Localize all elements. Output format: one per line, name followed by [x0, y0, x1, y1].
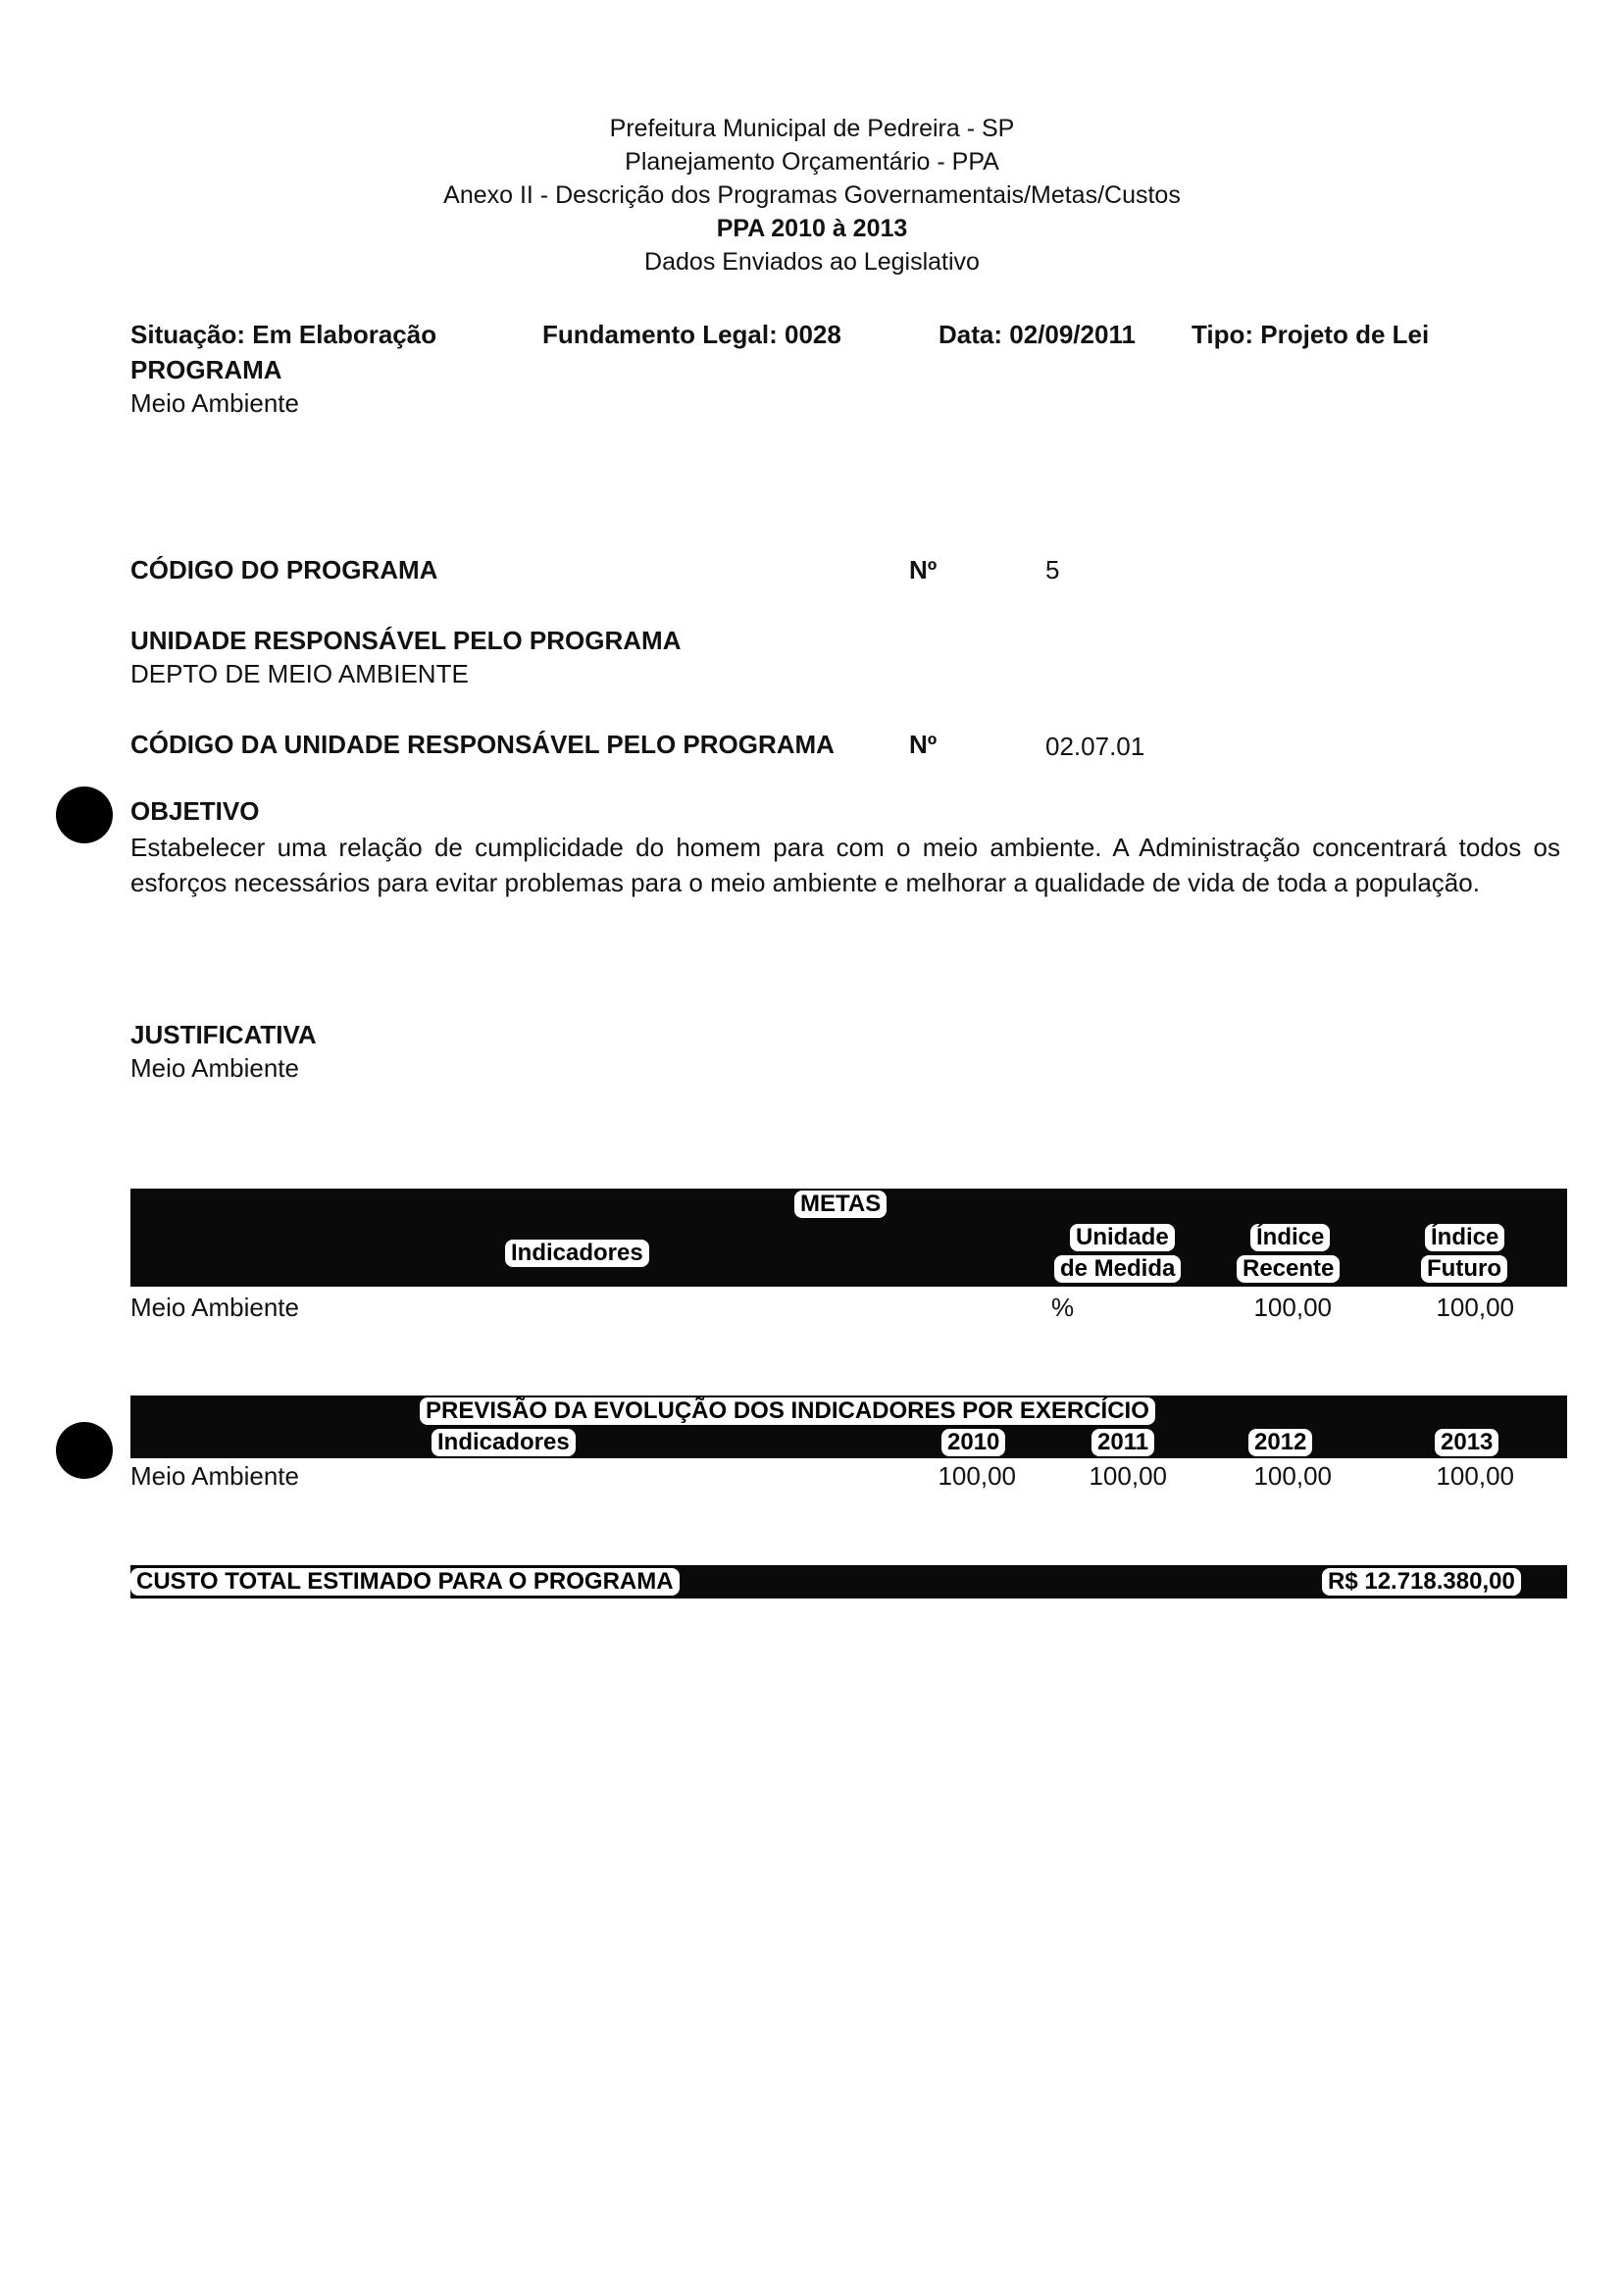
header-ppa-period: PPA 2010 à 2013: [716, 215, 908, 242]
previsao-col-2012: 2012: [1248, 1429, 1312, 1456]
codigo-unidade-no-label: Nº: [909, 730, 938, 759]
metas-row-recente: 100,00: [1253, 1293, 1332, 1322]
codigo-unidade-value: 02.07.01: [1045, 732, 1145, 761]
previsao-col-2010: 2010: [941, 1429, 1005, 1456]
metas-row-indicador: Meio Ambiente: [130, 1293, 299, 1322]
programa-value: Meio Ambiente: [130, 388, 299, 418]
justificativa-value: Meio Ambiente: [130, 1053, 299, 1083]
metas-header-bar: [130, 1220, 1567, 1287]
metas-col-unidade-1: Unidade: [1070, 1224, 1175, 1251]
unidade-value: DEPTO DE MEIO AMBIENTE: [130, 659, 469, 688]
metas-row-unidade: %: [1051, 1293, 1075, 1322]
situacao: Situação: Em Elaboração: [130, 320, 437, 349]
tipo: Tipo: Projeto de Lei: [1192, 320, 1430, 349]
metas-col-recente-2: Recente: [1237, 1255, 1340, 1283]
codigo-programa-label: CÓDIGO DO PROGRAMA: [130, 555, 438, 584]
data: Data: 02/09/2011: [939, 320, 1136, 349]
previsao-row-2010: 100,00: [938, 1461, 1016, 1491]
previsao-col-2011: 2011: [1091, 1429, 1154, 1456]
previsao-row-2012: 100,00: [1253, 1461, 1332, 1491]
metas-title: METAS: [794, 1191, 887, 1218]
unidade-label: UNIDADE RESPONSÁVEL PELO PROGRAMA: [130, 626, 682, 655]
previsao-title-bar: [130, 1396, 1567, 1427]
custo-value: R$ 12.718.380,00: [1322, 1568, 1521, 1596]
header-municipality: Prefeitura Municipal de Pedreira - SP: [609, 115, 1015, 142]
previsao-col-indicadores: Indicadores: [431, 1429, 576, 1456]
custo-label: CUSTO TOTAL ESTIMADO PARA O PROGRAMA: [130, 1568, 680, 1596]
header-sent-to-legislative: Dados Enviados ao Legislativo: [644, 248, 980, 276]
header-annex: Anexo II - Descrição dos Programas Governamentais/Metas/Custos: [443, 181, 1181, 209]
objetivo-text: Estabelecer uma relação de cumplicidade do homem para com o meio ambiente. A Administração concentrará todos os esforços necessários para evitar problemas para o meio ambiente e melhorar a qualidade de vida de toda a população.: [130, 833, 1560, 897]
previsao-row-2013: 100,00: [1436, 1461, 1514, 1491]
header-planning: Planejamento Orçamentário - PPA: [625, 148, 999, 176]
codigo-unidade-label: CÓDIGO DA UNIDADE RESPONSÁVEL PELO PROGRAMA: [130, 730, 835, 759]
objetivo-label: OBJETIVO: [130, 796, 260, 826]
custo-bar: [130, 1565, 1567, 1599]
metas-row-futuro: 100,00: [1436, 1293, 1514, 1322]
justificativa-label: JUSTIFICATIVA: [130, 1020, 317, 1049]
codigo-programa-value: 5: [1045, 555, 1060, 584]
fundamento-legal: Fundamento Legal: 0028: [542, 320, 841, 349]
metas-col-futuro-2: Futuro: [1421, 1255, 1507, 1283]
codigo-programa-no-label: Nº: [909, 555, 938, 584]
previsao-col-2013: 2013: [1435, 1429, 1498, 1456]
punch-hole: [56, 787, 113, 843]
metas-col-indicadores: Indicadores: [505, 1240, 649, 1267]
metas-col-recente-1: Índice: [1250, 1224, 1330, 1251]
previsao-row-2011: 100,00: [1089, 1461, 1167, 1491]
programa-label: PROGRAMA: [130, 355, 282, 384]
punch-hole: [56, 1422, 113, 1479]
metas-title-bar: [130, 1189, 1567, 1220]
previsao-row-indicador: Meio Ambiente: [130, 1461, 299, 1491]
previsao-title: PREVISÃO DA EVOLUÇÃO DOS INDICADORES POR EXERCÍCIO: [420, 1397, 1155, 1425]
metas-col-futuro-1: Índice: [1425, 1224, 1504, 1251]
metas-col-unidade-2: de Medida: [1054, 1255, 1181, 1283]
previsao-header-bar: [130, 1427, 1567, 1458]
